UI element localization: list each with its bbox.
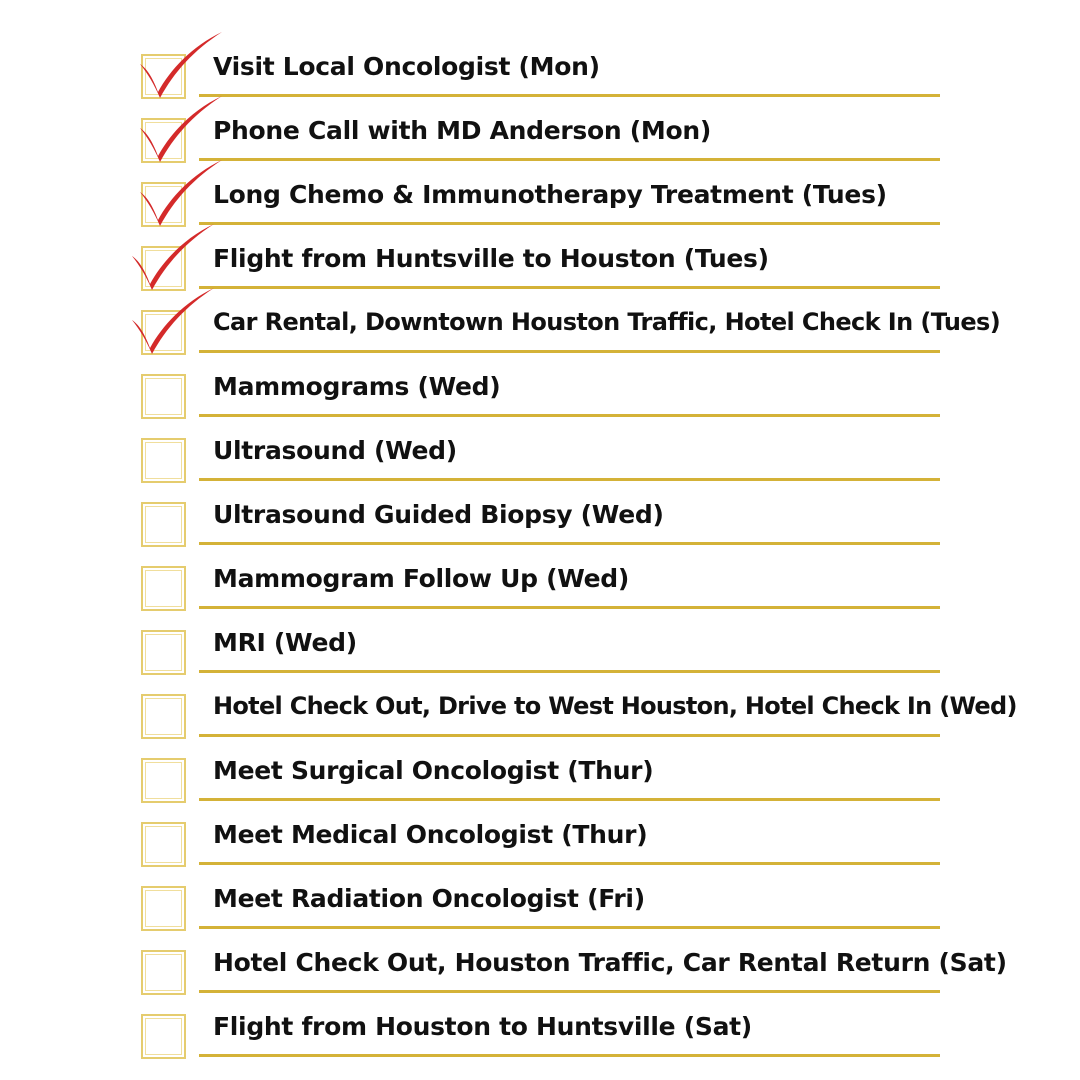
item-underline	[199, 670, 940, 673]
item-underline	[199, 94, 940, 97]
checkmark-icon	[136, 158, 228, 228]
checkbox-icon[interactable]	[141, 566, 186, 611]
checkbox-icon[interactable]	[141, 758, 186, 803]
item-label: Long Chemo & Immunotherapy Treatment (Tues)	[213, 180, 887, 209]
item-underline	[199, 222, 940, 225]
item-underline	[199, 798, 940, 801]
item-label: Flight from Houston to Huntsville (Sat)	[213, 1012, 752, 1041]
item-underline	[199, 158, 940, 161]
checklist-item	[0, 548, 1080, 612]
checklist-item	[0, 356, 1080, 420]
item-label: Visit Local Oncologist (Mon)	[213, 52, 600, 81]
item-underline	[199, 926, 940, 929]
item-label: Meet Surgical Oncologist (Thur)	[213, 756, 654, 785]
item-underline	[199, 734, 940, 737]
checkmark-icon	[136, 94, 228, 164]
item-underline	[199, 990, 940, 993]
checklist-item	[0, 420, 1080, 484]
item-label: Hotel Check Out, Drive to West Houston, Hotel Check In (Wed)	[213, 692, 1017, 720]
item-label: Mammogram Follow Up (Wed)	[213, 564, 630, 593]
item-underline	[199, 606, 940, 609]
checklist-item	[0, 740, 1080, 804]
item-underline	[199, 414, 940, 417]
item-label: Phone Call with MD Anderson (Mon)	[213, 116, 711, 145]
item-underline	[199, 542, 940, 545]
checkbox-icon[interactable]	[141, 630, 186, 675]
item-underline	[199, 1054, 940, 1057]
item-label: Hotel Check Out, Houston Traffic, Car Rental Return (Sat)	[213, 948, 1007, 977]
checkbox-icon[interactable]	[141, 374, 186, 419]
item-underline	[199, 286, 940, 289]
checklist-item	[0, 484, 1080, 548]
checklist-item	[0, 676, 1080, 740]
item-label: Meet Medical Oncologist (Thur)	[213, 820, 648, 849]
checklist-item	[0, 932, 1080, 996]
checklist-item	[0, 612, 1080, 676]
item-underline	[199, 862, 940, 865]
checkbox-icon[interactable]	[141, 502, 186, 547]
checkmark-icon	[128, 222, 220, 292]
item-label: Meet Radiation Oncologist (Fri)	[213, 884, 645, 913]
checkbox-icon[interactable]	[141, 438, 186, 483]
checklist-item	[0, 868, 1080, 932]
checkmark-icon	[136, 30, 228, 100]
item-label: Ultrasound (Wed)	[213, 436, 457, 465]
item-label: Car Rental, Downtown Houston Traffic, Hotel Check In (Tues)	[213, 308, 1001, 336]
item-underline	[199, 350, 940, 353]
item-label: Mammograms (Wed)	[213, 372, 501, 401]
item-underline	[199, 478, 940, 481]
checkbox-icon[interactable]	[141, 886, 186, 931]
checklist-item	[0, 804, 1080, 868]
item-label: Flight from Huntsville to Houston (Tues)	[213, 244, 769, 273]
checkbox-icon[interactable]	[141, 694, 186, 739]
checkbox-icon[interactable]	[141, 1014, 186, 1059]
checkbox-icon[interactable]	[141, 822, 186, 867]
item-label: Ultrasound Guided Biopsy (Wed)	[213, 500, 664, 529]
item-label: MRI (Wed)	[213, 628, 357, 657]
checkbox-icon[interactable]	[141, 950, 186, 995]
checkmark-icon	[128, 286, 220, 356]
checklist-item	[0, 996, 1080, 1060]
